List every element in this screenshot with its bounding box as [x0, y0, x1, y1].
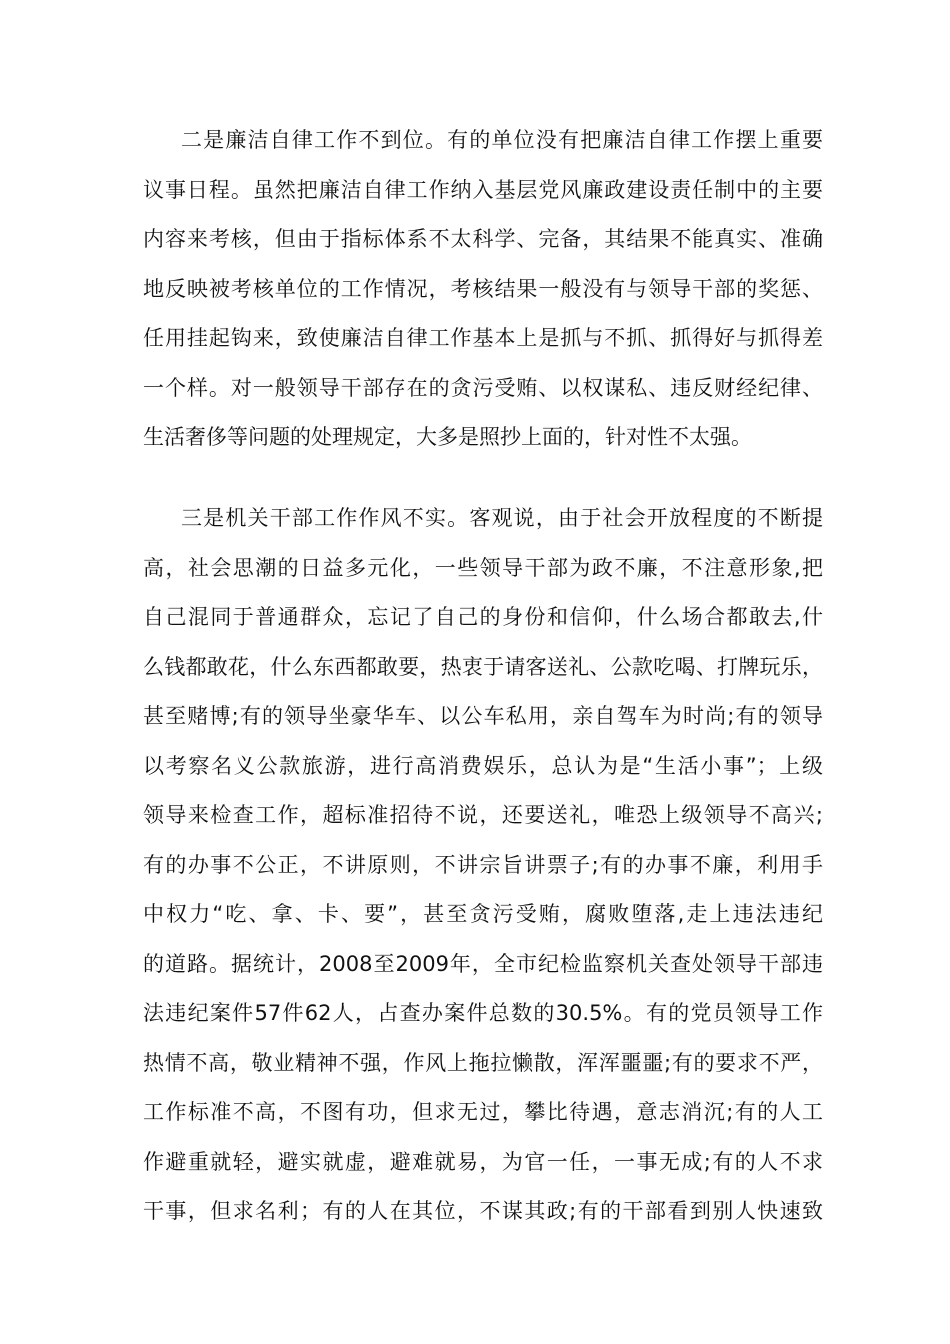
text-line: 么钱都敢花，什么东西都敢要，热衷于请客送礼、公款吃喝、打牌玩乐， — [143, 654, 823, 679]
text-line: 以考察名义公款旅游，进行高消费娱乐，总认为是“生活小事”；上级 — [143, 753, 823, 778]
text-line: 生活奢侈等问题的处理规定，大多是照抄上面的，针对性不太强。 — [143, 425, 752, 449]
text-line: 领导来检查工作，超标准招待不说，还要送礼，唯恐上级领导不高兴; — [143, 803, 823, 827]
text-line: 高，社会思潮的日益多元化，一些领导干部为政不廉，不注意形象,把 — [143, 555, 823, 580]
text-line: 法违纪案件57件62人，占查办案件总数的30.5%。有的党员领导工作 — [143, 1001, 823, 1025]
text-line: 中权力“吃、拿、卡、要”，甚至贪污受贿，腐败堕落,走上违法违纪 — [143, 902, 823, 926]
text-line: 工作标准不高，不图有功，但求无过，攀比待遇，意志消沉;有的人工 — [143, 1100, 823, 1124]
text-line: 地反映被考核单位的工作情况，考核结果一般没有与领导干部的奖惩、 — [143, 276, 823, 301]
text-line: 三是机关干部工作作风不实。客观说，由于社会开放程度的不断提 — [181, 506, 823, 530]
text-line: 一个样。对一般领导干部存在的贪污受贿、以权谋私、违反财经纪律、 — [143, 375, 823, 400]
text-line: 内容来考核，但由于指标体系不太科学、完备，其结果不能真实、准确 — [143, 227, 823, 251]
text-line: 任用挂起钩来，致使廉洁自律工作基本上是抓与不抓、抓得好与抓得差 — [143, 326, 823, 350]
text-line: 二是廉洁自律工作不到位。有的单位没有把廉洁自律工作摆上重要 — [181, 128, 823, 152]
paragraph-work-style — [143, 494, 823, 1237]
text-line: 甚至赌博;有的领导坐豪华车、以公车私用，亲自驾车为时尚;有的领导 — [143, 704, 823, 728]
text-line: 议事日程。虽然把廉洁自律工作纳入基层党风廉政建设责任制中的主要 — [143, 177, 823, 202]
text-line: 干事，但求名利；有的人在其位，不谋其政;有的干部看到别人快速致 — [143, 1199, 823, 1223]
text-line: 热情不高，敬业精神不强，作风上拖拉懒散，浑浑噩噩;有的要求不严， — [143, 1050, 823, 1075]
text-line: 作避重就轻，避实就虚，避难就易，为官一任，一事无成;有的人不求 — [143, 1149, 823, 1174]
text-line: 有的办事不公正，不讲原则，不讲宗旨讲票子;有的办事不廉，利用手 — [143, 852, 823, 877]
text-line: 的道路。据统计，2008至2009年，全市纪检监察机关查处领导干部违 — [143, 951, 823, 976]
text-line: 自己混同于普通群众，忘记了自己的身份和信仰，什么场合都敢去,什 — [143, 605, 823, 629]
paragraph-integrity-self-discipline — [143, 116, 823, 463]
